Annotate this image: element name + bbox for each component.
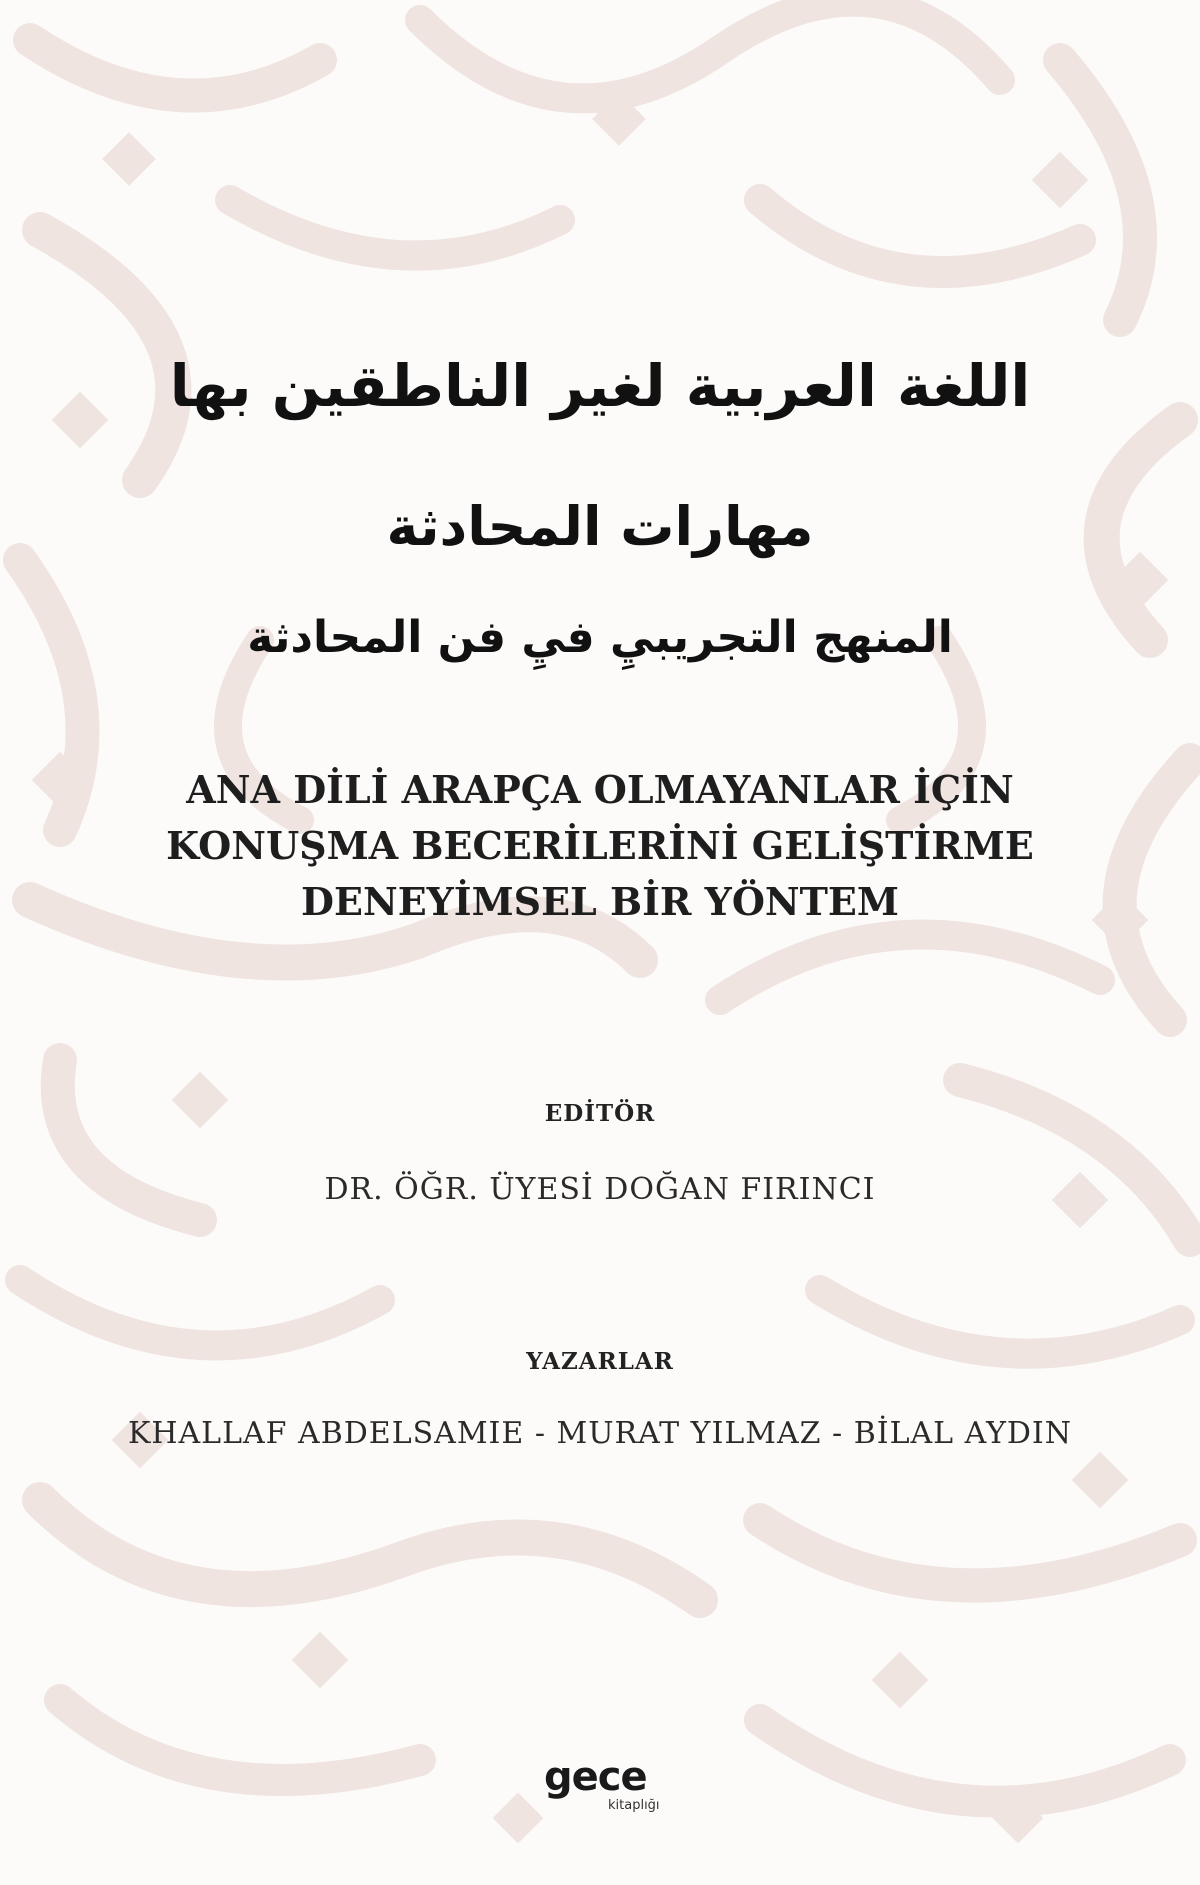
editor-name: DR. ÖĞR. ÜYESİ DOĞAN FIRINCI <box>324 1172 876 1207</box>
arabic-subtitle: مهارات المحادثة <box>386 495 814 558</box>
publisher-name: gece <box>544 1754 647 1800</box>
editor-label: EDİTÖR <box>544 1100 656 1127</box>
publisher-subname: kitaplığı <box>608 1798 660 1813</box>
turkish-title-line: KONUŞMA BECERİLERİNİ GELİŞTİRME <box>166 823 1034 868</box>
arabic-subtitle-secondary: المنهج التجريبيِ فيِ فن المحادثة <box>247 612 953 663</box>
turkish-title <box>0 762 1200 930</box>
turkish-title-line: ANA DİLİ ARAPÇA OLMAYANLAR İÇİN <box>186 767 1014 812</box>
arabic-title: اللغة العربية لغير الناطقين بها <box>169 352 1031 420</box>
turkish-title-line: DENEYİMSEL BİR YÖNTEM <box>301 879 899 924</box>
publisher-logo <box>544 1754 664 1818</box>
authors-label: YAZARLAR <box>526 1348 674 1375</box>
authors-names: KHALLAF ABDELSAMIE - MURAT YILMAZ - BİLAL AYDIN <box>127 1416 1073 1451</box>
